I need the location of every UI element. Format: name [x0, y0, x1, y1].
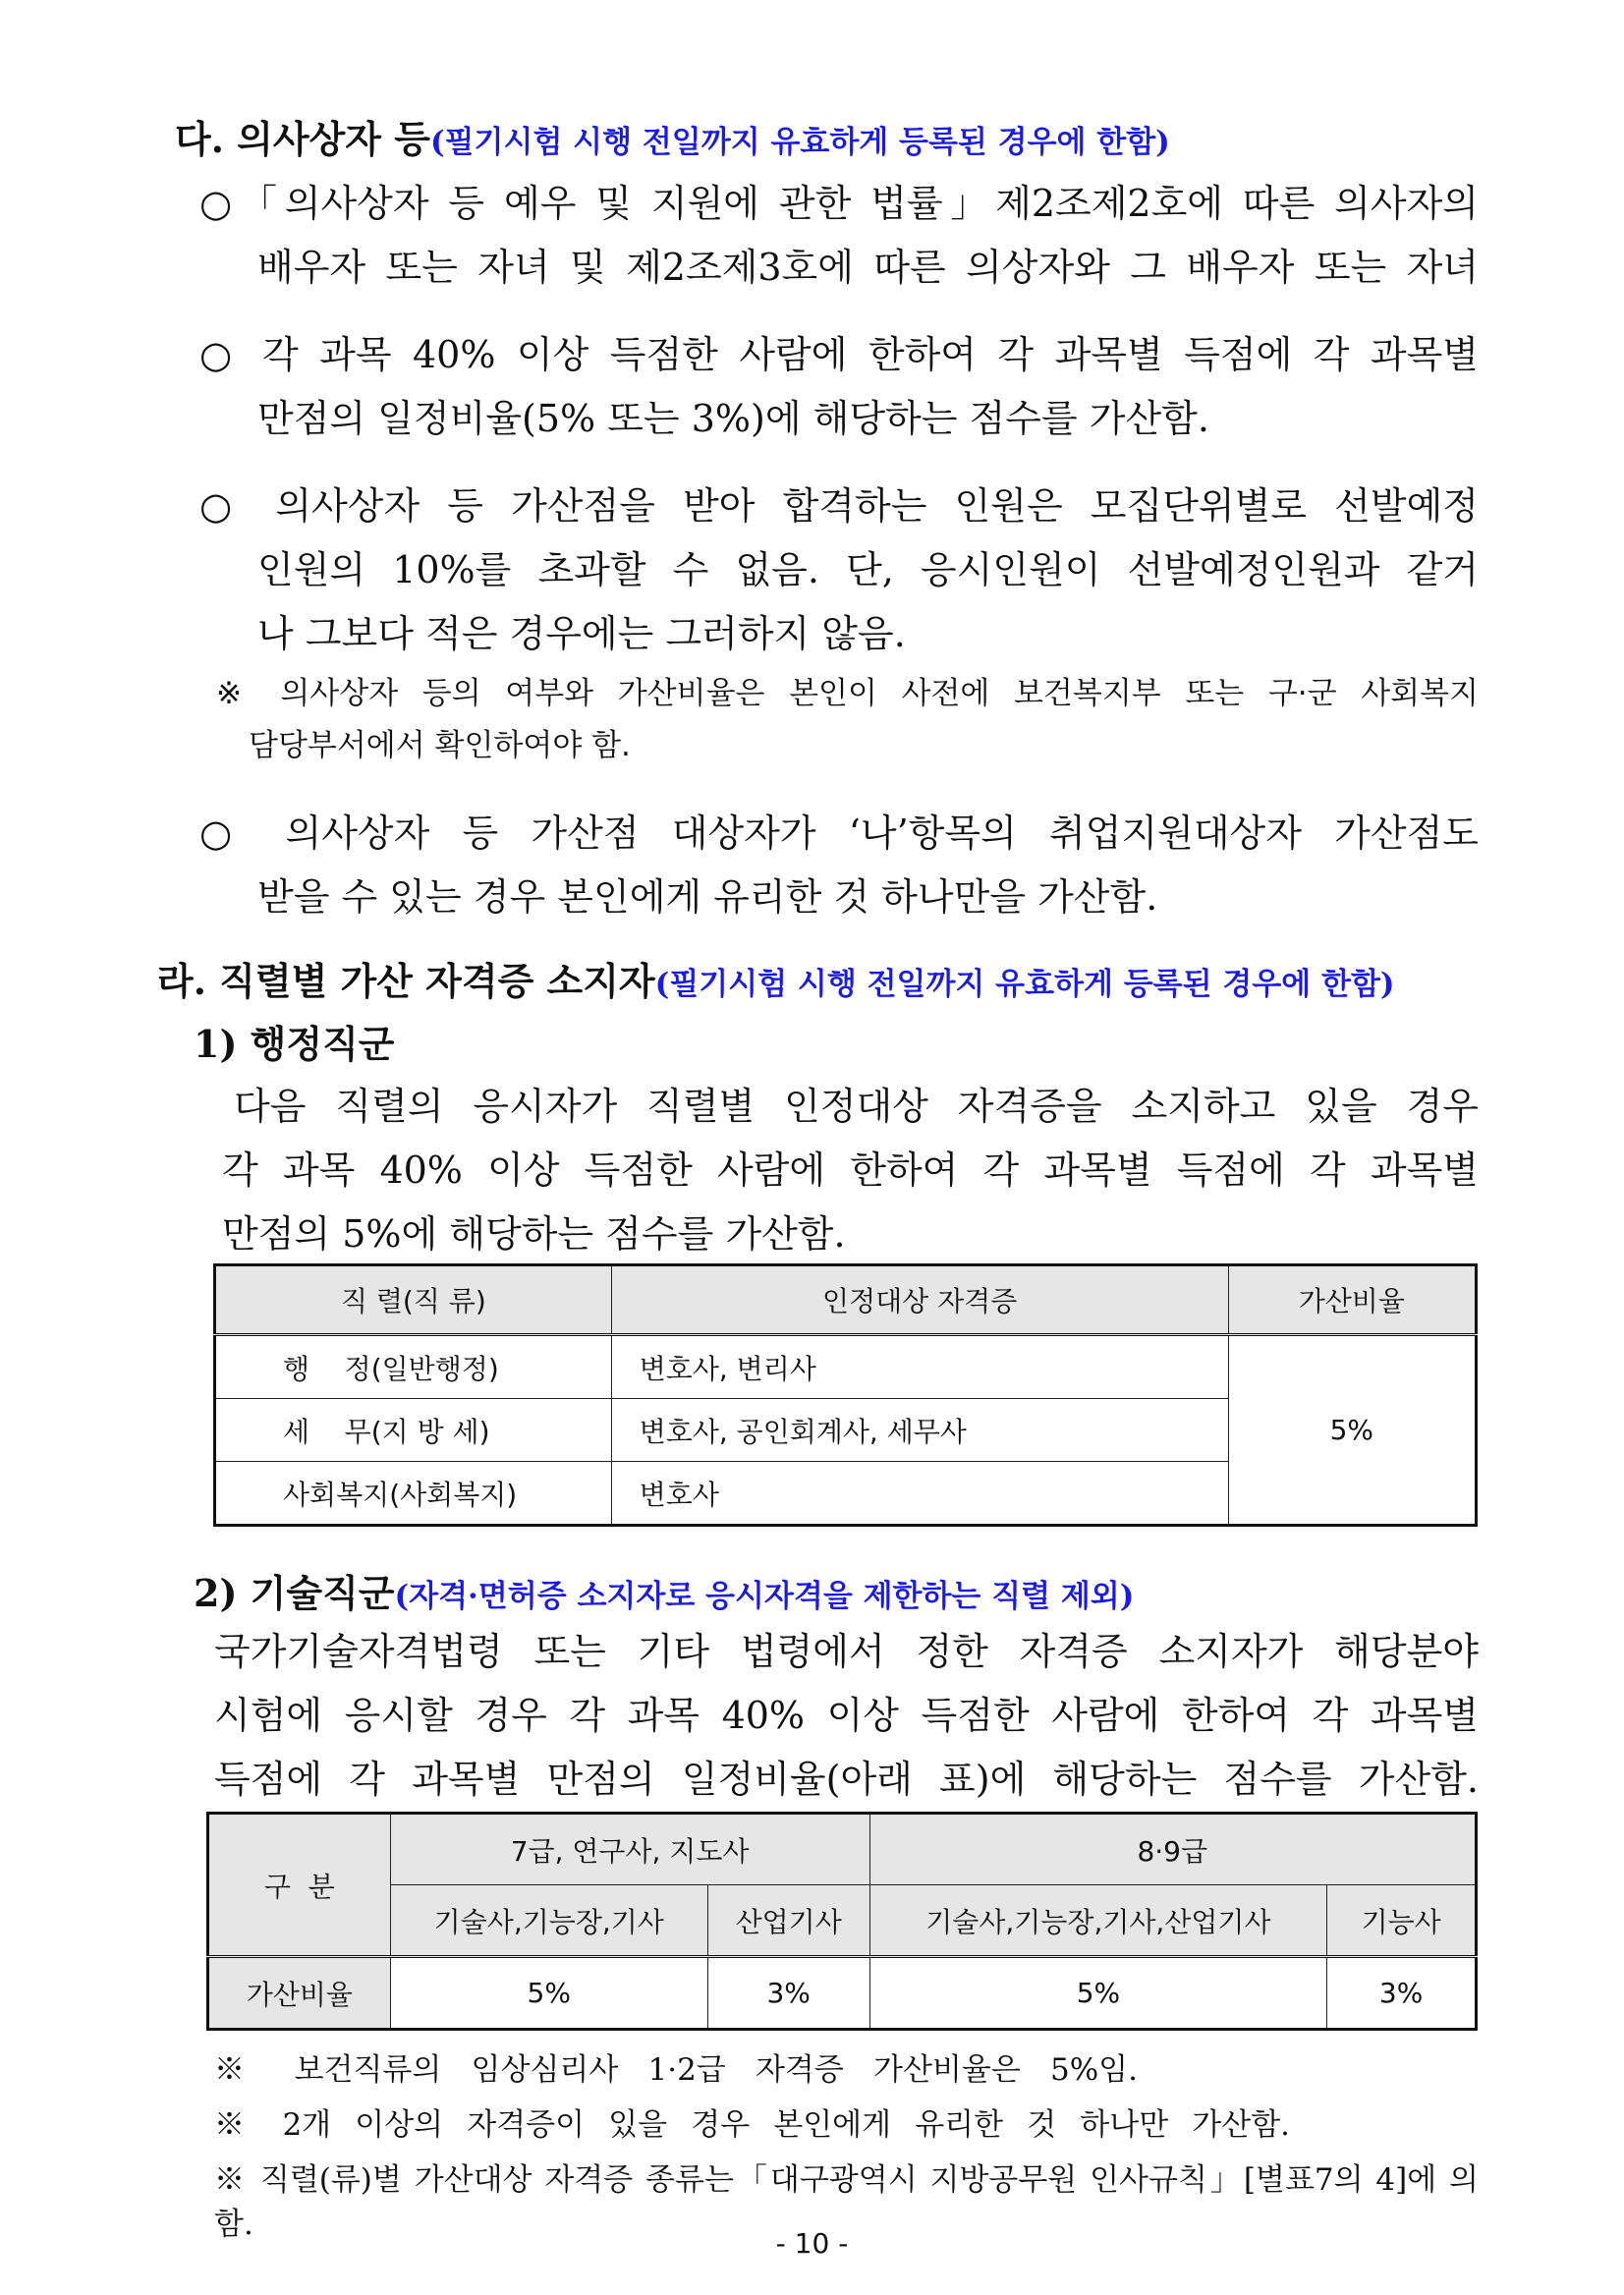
- subheader-cell: 기능사: [1327, 1885, 1477, 1957]
- value-cell: 3%: [707, 1957, 869, 2030]
- table-row: [208, 1957, 1477, 2030]
- heading-text: 2) 기술직군: [194, 1571, 395, 1615]
- subheader-cell: 기술사,기능장,기사: [390, 1885, 707, 1957]
- section-heading-ra: [157, 951, 1395, 1005]
- header-cell: 직 렬(직 류): [215, 1265, 612, 1335]
- bullet-line: 받을 수 있는 경우 본인에게 유리한 것 하나만을 가산함.: [257, 875, 1158, 919]
- note-line: ※ 보건직류의 임상심리사 1·2급 자격증 가산비율은 5%임.: [214, 2052, 1138, 2088]
- tech-rate-table: [206, 1812, 1478, 2031]
- rate-cell: 5%: [1228, 1335, 1476, 1526]
- heading-text: 다. 의사상자 등: [175, 117, 430, 161]
- bullet-line: 인원의 10%를 초과할 수 없음. 단, 응시인원이 선발예정인원과 같거: [257, 548, 1479, 591]
- header-cell: 인정대상 자격증: [611, 1265, 1228, 1335]
- paragraph-line: 만점의 5%에 해당하는 점수를 가산함.: [222, 1212, 846, 1256]
- heading-note: (필기시험 시행 전일까지 유효하게 등록된 경우에 한함): [654, 967, 1395, 1002]
- series-cell: 행 정(일반행정): [215, 1335, 612, 1399]
- paragraph-line: 득점에 각 과목별 만점의 일정비율(아래 표)에 해당하는 점수를 가산함.: [214, 1758, 1479, 1801]
- admin-cert-table: [213, 1263, 1478, 1527]
- paragraph-line: 각 과목 40% 이상 득점한 사람에 한하여 각 과목별 득점에 각 과목별: [222, 1148, 1479, 1192]
- value-cell: 3%: [1327, 1957, 1477, 2030]
- note-line: ※ 의사상자 등의 여부와 가산비율은 본인이 사전에 보건복지부 또는 구·군 사회복지: [216, 676, 1479, 711]
- subheader-cell: 기술사,기능장,기사,산업기사: [869, 1885, 1327, 1957]
- table-header-row: [215, 1265, 1477, 1335]
- heading-text: 라. 직렬별 가산 자격증 소지자: [157, 959, 655, 1003]
- heading-note: (자격·면허증 소지자로 응시자격을 제한하는 직렬 제외): [394, 1579, 1135, 1614]
- group-header-cell: 7급, 연구사, 지도사: [390, 1814, 869, 1885]
- bullet-line: 배우자 또는 자녀 및 제2조제3호에 따른 의상자와 그 배우자 또는 자녀: [257, 246, 1479, 289]
- sub-heading-tech: [194, 1563, 1134, 1617]
- series-cell: 세 무(지 방 세): [215, 1399, 612, 1462]
- bullet-line: 만점의 일정비율(5% 또는 3%)에 해당하는 점수를 가산함.: [257, 397, 1209, 440]
- group-header-cell: 8·9급: [869, 1814, 1476, 1885]
- certs-cell: 변호사: [611, 1462, 1228, 1526]
- header-cell: 가산비율: [1228, 1265, 1476, 1335]
- subheader-cell: 산업기사: [707, 1885, 869, 1957]
- table-row: [215, 1335, 1477, 1399]
- bullet-line: ○ 각 과목 40% 이상 득점한 사람에 한하여 각 과목별 득점에 각 과목별: [199, 333, 1479, 376]
- paragraph-line: 시험에 응시할 경우 각 과목 40% 이상 득점한 사람에 한하여 각 과목별: [214, 1694, 1479, 1737]
- row-label-cell: 가산비율: [208, 1957, 391, 2030]
- table-subheader-row: [208, 1885, 1477, 1957]
- corner-cell: 구 분: [208, 1814, 391, 1957]
- bullet-line: 나 그보다 적은 경우에는 그러하지 않음.: [257, 612, 906, 655]
- note-line: 담당부서에서 확인하여야 함.: [249, 728, 631, 763]
- bullet-line: ○「의사상자 등 예우 및 지원에 관한 법률」제2조제2호에 따른 의사자의: [199, 182, 1479, 225]
- paragraph-line: 국가기술자격법령 또는 기타 법령에서 정한 자격증 소지자가 해당분야: [214, 1630, 1479, 1673]
- section-heading-da: [175, 109, 1170, 163]
- note-line: ※ 2개 이상의 자격증이 있을 경우 본인에게 유리한 것 하나만 가산함.: [214, 2107, 1290, 2143]
- bullet-line: ○ 의사상자 등 가산점 대상자가 ‘나’항목의 취업지원대상자 가산점도: [199, 812, 1479, 855]
- sub-heading-admin: 1) 행정직군: [194, 1022, 395, 1066]
- bullet-line: ○ 의사상자 등 가산점을 받아 합격하는 인원은 모집단위별로 선발예정: [199, 484, 1479, 528]
- table-header-row: [208, 1814, 1477, 1885]
- paragraph-line: 다음 직렬의 응시자가 직렬별 인정대상 자격증을 소지하고 있을 경우: [234, 1085, 1479, 1128]
- heading-note: (필기시험 시행 전일까지 유효하게 등록된 경우에 한함): [429, 125, 1170, 160]
- certs-cell: 변호사, 공인회계사, 세무사: [611, 1399, 1228, 1462]
- value-cell: 5%: [390, 1957, 707, 2030]
- page-number: - 10 -: [775, 2227, 849, 2260]
- certs-cell: 변호사, 변리사: [611, 1335, 1228, 1399]
- note-line: ※ 직렬(류)별 가산대상 자격증 종류는「대구광역시 지방공무원 인사규칙」[별표7의 4]에 의함.: [214, 2162, 1479, 2242]
- series-cell: 사회복지(사회복지): [215, 1462, 612, 1526]
- value-cell: 5%: [869, 1957, 1327, 2030]
